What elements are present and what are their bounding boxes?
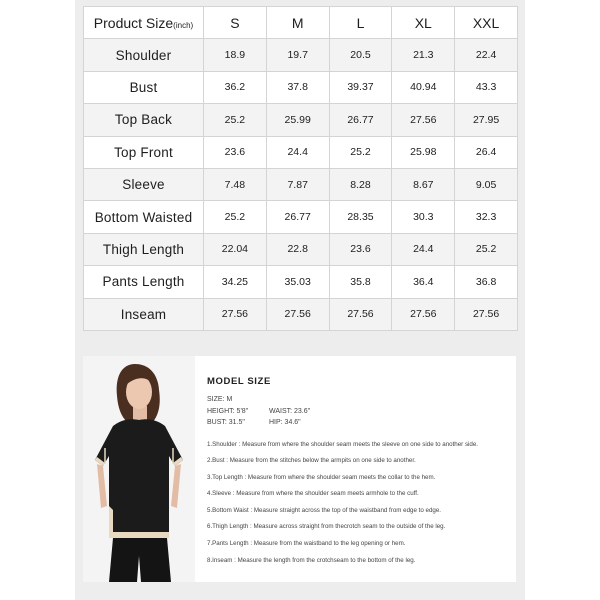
- definition-sleeve: 4.Sleeve : Measure from where the shoulder seam meets armhole to the cuff.: [207, 490, 419, 498]
- measurement-value: 25.99: [266, 104, 329, 136]
- measurement-value: 25.2: [204, 104, 267, 136]
- measurement-value: 27.56: [392, 104, 455, 136]
- measurement-label: Bottom Waisted: [84, 201, 204, 233]
- measurement-value: 36.8: [455, 266, 518, 298]
- measurement-value: 37.8: [266, 71, 329, 103]
- measurement-value: 25.2: [455, 233, 518, 265]
- definition-top-length: 3.Top Length : Measure from where the shoulder seam meets the collar to the hem.: [207, 473, 436, 481]
- model-size-title: MODEL SIZE: [207, 376, 271, 387]
- measurement-value: 7.87: [266, 168, 329, 200]
- measurement-value: 27.56: [455, 298, 518, 330]
- size-row: [84, 298, 518, 330]
- measurement-label: Top Front: [84, 136, 204, 168]
- measurement-value: 8.67: [392, 168, 455, 200]
- measurement-value: 26.77: [266, 201, 329, 233]
- measurement-value: 35.8: [329, 266, 392, 298]
- model-size-value: SIZE: M: [207, 396, 233, 403]
- measurement-label: Bust: [84, 71, 204, 103]
- measurement-value: 20.5: [329, 39, 392, 71]
- definition-pants-length: 7.Pants Length : Measure from the waistband to the leg opening or hem.: [207, 540, 406, 548]
- definition-shoulder: 1.Shoulder : Measure from where the shoulder seam meets the sleeve on one side to another side.: [207, 440, 479, 448]
- measurement-value: 22.8: [266, 233, 329, 265]
- measurement-value: 21.3: [392, 39, 455, 71]
- measurement-value: 36.2: [204, 71, 267, 103]
- measurement-value: 9.05: [455, 168, 518, 200]
- measurement-value: 25.2: [329, 136, 392, 168]
- size-row: [84, 71, 518, 103]
- measurement-value: 27.56: [204, 298, 267, 330]
- size-col-xxl: XXL: [455, 7, 518, 39]
- measurement-value: 26.77: [329, 104, 392, 136]
- product-size-header: Product Size(inch): [84, 7, 204, 39]
- size-row: [84, 39, 518, 71]
- size-row: [84, 201, 518, 233]
- measurement-value: 22.04: [204, 233, 267, 265]
- size-header-row: [84, 7, 518, 39]
- model-photo: [83, 356, 195, 582]
- measurement-value: 8.28: [329, 168, 392, 200]
- model-bust-value: BUST: 31.5": [207, 419, 245, 426]
- measurement-value: 32.3: [455, 201, 518, 233]
- measurement-value: 18.9: [204, 39, 267, 71]
- measurement-label: Thigh Length: [84, 233, 204, 265]
- measurement-value: 35.03: [266, 266, 329, 298]
- model-waist-value: WAIST: 23.6": [269, 407, 311, 415]
- measurement-value: 23.6: [204, 136, 267, 168]
- size-col-xl: XL: [392, 7, 455, 39]
- model-stats: [207, 394, 512, 429]
- size-col-l: L: [329, 7, 392, 39]
- size-row: [84, 104, 518, 136]
- measurement-value: 24.4: [266, 136, 329, 168]
- size-row: [84, 168, 518, 200]
- model-info: [207, 376, 512, 573]
- measurement-label: Top Back: [84, 104, 204, 136]
- measurement-value: 7.48: [204, 168, 267, 200]
- unit-label: (inch): [173, 20, 194, 30]
- definition-inseam: 8.Inseam : Measure the length from the crotchseam to the bottom of the leg.: [207, 556, 416, 564]
- measurement-value: 23.6: [329, 233, 392, 265]
- measurement-definitions: [207, 441, 512, 574]
- model-height-value: HEIGHT: 5'8": [207, 407, 249, 415]
- measurement-value: 27.56: [392, 298, 455, 330]
- measurement-value: 19.7: [266, 39, 329, 71]
- measurement-label: Pants Length: [84, 266, 204, 298]
- definition-bottom-waist: 5.Bottom Waist : Measure straight across the top of the waistband from edge to edge.: [207, 506, 441, 514]
- measurement-value: 43.3: [455, 71, 518, 103]
- size-col-s: S: [204, 7, 267, 39]
- measurement-value: 34.25: [204, 266, 267, 298]
- size-chart-table: [83, 6, 518, 331]
- model-hip-value: HIP: 34.6": [269, 419, 301, 426]
- measurement-value: 25.98: [392, 136, 455, 168]
- measurement-value: 36.4: [392, 266, 455, 298]
- size-col-m: M: [266, 7, 329, 39]
- measurement-value: 27.95: [455, 104, 518, 136]
- measurement-label: Inseam: [84, 298, 204, 330]
- size-row: [84, 136, 518, 168]
- measurement-value: 30.3: [392, 201, 455, 233]
- definition-thigh-length: 6.Thigh Length : Measure across straight from thecrotch seam to the outside of the leg.: [207, 523, 446, 531]
- model-size-card: [83, 356, 516, 582]
- measurement-value: 39.37: [329, 71, 392, 103]
- measurement-value: 27.56: [329, 298, 392, 330]
- measurement-label: Sleeve: [84, 168, 204, 200]
- size-row: [84, 266, 518, 298]
- measurement-label: Shoulder: [84, 39, 204, 71]
- measurement-value: 27.56: [266, 298, 329, 330]
- measurement-value: 28.35: [329, 201, 392, 233]
- size-row: [84, 233, 518, 265]
- measurement-value: 22.4: [455, 39, 518, 71]
- measurement-value: 26.4: [455, 136, 518, 168]
- measurement-value: 25.2: [204, 201, 267, 233]
- measurement-value: 40.94: [392, 71, 455, 103]
- model-illustration: [83, 356, 195, 582]
- measurement-value: 24.4: [392, 233, 455, 265]
- definition-bust: 2.Bust : Measure from the stitches below the armpits on one side to another.: [207, 457, 416, 465]
